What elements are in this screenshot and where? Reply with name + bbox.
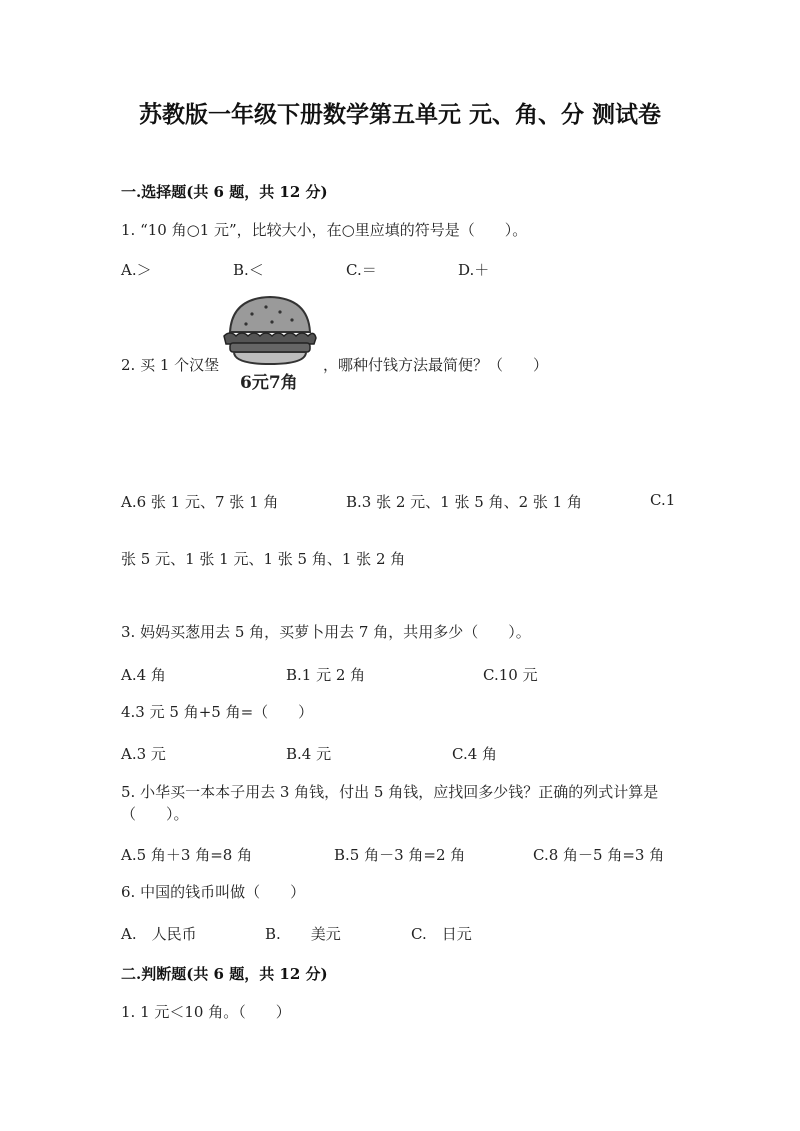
q2-option-c: C.1 (650, 491, 676, 509)
q1-option-d: D.＋ (458, 261, 490, 279)
q5-option-b: B.5 角－3 角=2 角 (334, 846, 466, 864)
question-3: 3. 妈妈买葱用去 5 角，买萝卜用去 7 角，共用多少（ ）。 (121, 623, 531, 641)
question-2-prefix: 2. 买 1 个汉堡 (121, 356, 220, 374)
q4-option-a: A.3 元 (121, 745, 166, 763)
hamburger-price-label: 6元7角 (240, 373, 298, 393)
question-6: 6. 中国的钱币叫做（ ） (121, 883, 306, 901)
q4-option-c: C.4 角 (452, 745, 498, 763)
q3-option-c: C.10 元 (483, 666, 538, 684)
question-4: 4.3 元 5 角+5 角=（ ） (121, 703, 314, 721)
q1-option-c: C.＝ (346, 261, 377, 279)
q5-option-c: C.8 角－5 角=3 角 (533, 846, 665, 864)
q2-option-c-continued: 张 5 元、1 张 1 元、1 张 5 角、1 张 2 角 (121, 550, 406, 568)
q2-option-a: A.6 张 1 元、7 张 1 角 (121, 493, 279, 511)
question-5: 5. 小华买一本本子用去 3 角钱，付出 5 角钱，应找回多少钱？正确的列式计算是（ ）。 (121, 783, 659, 823)
q2-option-b: B.3 张 2 元、1 张 5 角、2 张 1 角 (346, 493, 582, 511)
question-1: 1. “10 角○1 元”，比较大小，在○里应填的符号是（ ）。 (121, 221, 528, 239)
q3-option-a: A.4 角 (121, 666, 166, 684)
q4-option-b: B.4 元 (286, 745, 332, 763)
q1-option-a: A.＞ (121, 261, 152, 279)
q1-option-b: B.＜ (233, 261, 264, 279)
q6-option-c: C. 日元 (411, 925, 472, 943)
page-title: 苏教版一年级下册数学第五单元 元、角、分 测试卷 (138, 101, 661, 128)
q5-option-a: A.5 角＋3 角=8 角 (121, 846, 253, 864)
q6-option-b: B. 美元 (265, 925, 341, 943)
question-2-suffix: ，哪种付钱方法最简便？（ ） (323, 356, 549, 374)
q6-option-a: A. 人民币 (121, 925, 197, 943)
judgement-1: 1. 1 元＜10 角。（ ） (121, 1003, 291, 1021)
section-heading-judgement: 二.判断题(共 6 题，共 12 分) (121, 965, 328, 983)
section-heading-choice: 一.选择题(共 6 题，共 12 分) (121, 183, 328, 201)
q3-option-b: B.1 元 2 角 (286, 666, 366, 684)
